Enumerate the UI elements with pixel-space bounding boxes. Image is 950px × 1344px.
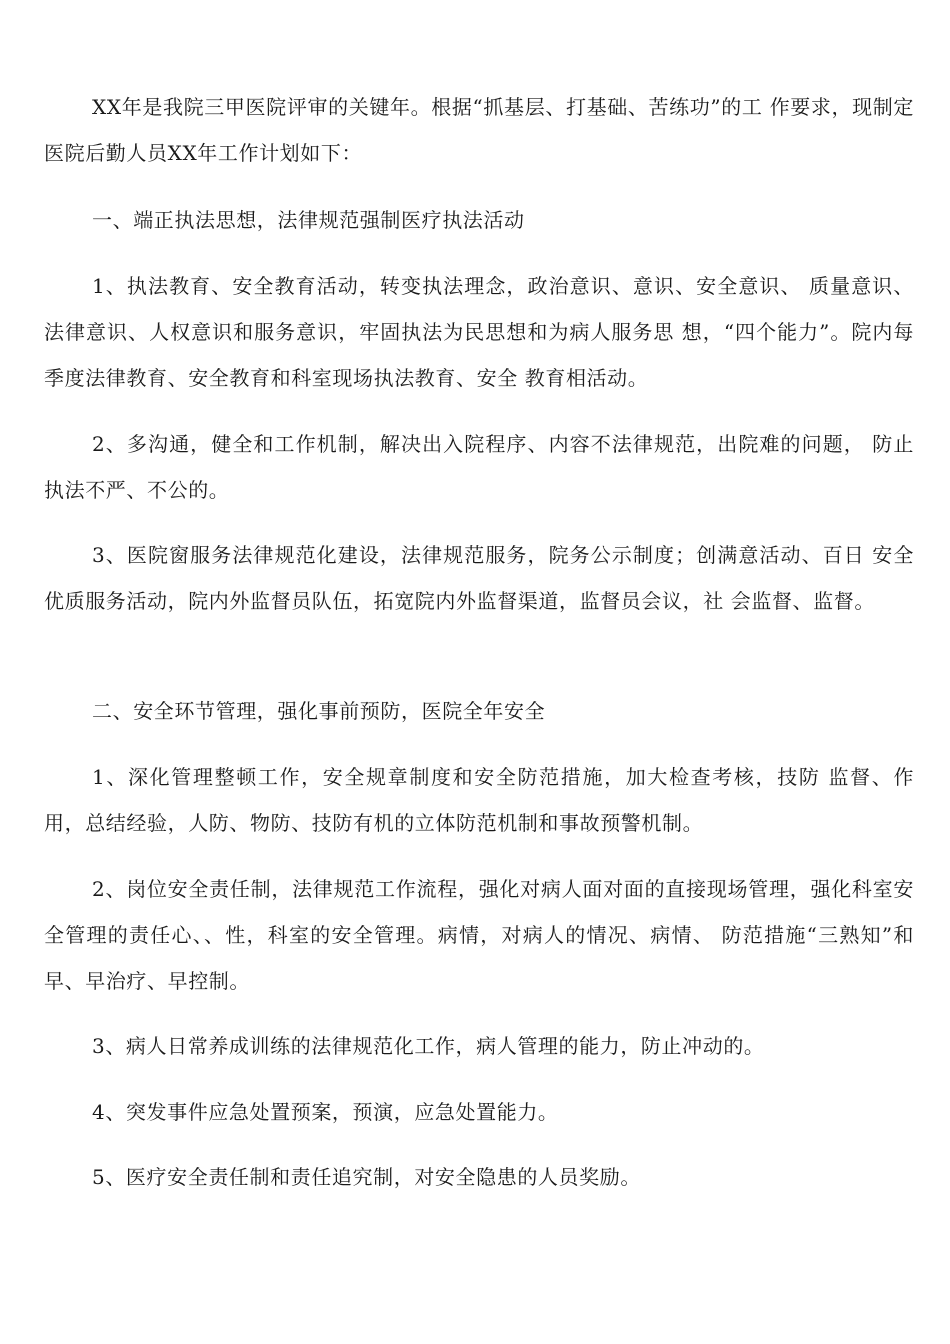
intro-paragraph: XX年是我院三甲医院评审的关键年。根据“抓基层、打基础、苦练功”的工 作要求，现制定医院后勤人员XX年工作计划如下：: [44, 95, 914, 165]
section-1-item-1: 1、执法教育、安全教育活动，转变执法理念，政治意识、意识、安全意识、 质量意识、法律意识、人权意识和服务意识，牢固执法为民思想和为病人服务思 想，“四个能力”。院内每季度法律教育、安全教育和科室现场执法教育、安全 教育相活动。: [44, 274, 914, 390]
section-1-item-3: 3、医院窗服务法律规范化建设，法律规范服务，院务公示制度；创满意活动、百日 安全优质服务活动，院内外监督员队伍，拓宽院内外监督渠道，监督员会议，社 会监督、监督。: [44, 543, 914, 613]
section-2-item-1: 1、深化管理整顿工作，安全规章制度和安全防范措施，加大检查考核，技防 监督、作用，总结经验，人防、物防、技防有机的立体防范机制和事故预警机制。: [44, 765, 914, 835]
section-2-item-3: 3、病人日常养成训练的法律规范化工作，病人管理的能力，防止冲动的。: [92, 1034, 765, 1058]
section-heading-2: 二、安全环节管理，强化事前预防，医院全年安全: [92, 699, 546, 723]
section-heading-1: 一、端正执法思想，法律规范强制医疗执法活动: [92, 208, 525, 232]
section-2-item-5: 5、医疗安全责任制和责任追究制，对安全隐患的人员奖励。: [92, 1165, 641, 1189]
section-1-item-2: 2、多沟通，健全和工作机制，解决出入院程序、内容不法律规范，出院难的问题， 防止执法不严、不公的。: [44, 432, 914, 502]
section-2-item-2: 2、岗位安全责任制，法律规范工作流程，强化对病人面对面的直接现场管理，强化科室安全管理的责任心、、性，科室的安全管理。病情，对病人的情况、病情、 防范措施“三熟知”和早、早治疗、早控制。: [44, 877, 914, 993]
section-2-item-4: 4、突发事件应急处置预案，预演，应急处置能力。: [92, 1100, 559, 1124]
